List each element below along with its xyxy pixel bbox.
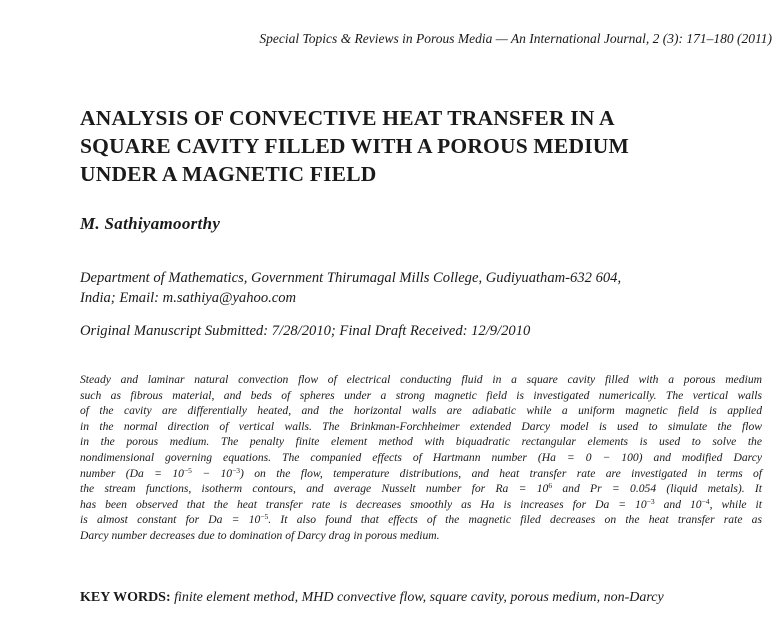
author-name: M. Sathiyamoorthy [80,214,221,233]
exponent: −3 [646,496,655,506]
abstract-line: in the porous medium. The penalty finite element method with biquadratic rectangular elements is used to solve the [80,435,762,449]
abstract-line: in the normal direction of vertical walls. The Brinkman-Forchheimer extended Darcy model is used to simulate the flow [80,419,762,433]
paper-title [80,104,760,188]
abstract-line: nondimensional governing equations. The companied effects of Hartmann number (Ha = 0 − 100) and modified Darcy [80,450,762,464]
exponent: −5 [183,465,192,475]
abstract-line: of the cavity are differentially heated, and the horizontal walls are adiabatic while a uniform magnetic field is applied [80,404,762,418]
exponent: −5 [260,512,269,522]
keywords [80,590,664,606]
journal-header: Special Topics & Reviews in Porous Media — An International Journal, 2 (3): 171–180 (2011) [259,31,772,46]
abstract-line: is almost constant for $Da = 10^{-5}$. It also found that effects of the magnetic filed decreases on the heat transfer rate as [80,512,762,527]
title-line: ANALYSIS OF CONVECTIVE HEAT TRANSFER IN A [80,106,615,130]
keywords-label: KEY WORDS: [80,590,171,605]
exponent: −3 [232,465,241,475]
exponent: −4 [701,496,710,506]
abstract-line: Steady and laminar natural convection flow of electrical conducting fluid in a square cavity filled with a porous medium [80,373,762,386]
affiliation [80,268,770,308]
affiliation-line: India; Email: m.sathiya@yahoo.com [80,290,297,306]
manuscript-dates: Original Manuscript Submitted: 7/28/2010; Final Draft Received: 12/9/2010 [80,323,531,339]
title-line: UNDER A MAGNETIC FIELD [80,162,377,186]
title-line: SQUARE CAVITY FILLED WITH A POROUS MEDIUM [80,134,629,158]
abstract-line: such as fibrous material, and beds of spheres under a strong magnetic field is investigated numerically. The vertical walls [80,388,762,402]
abstract-line: Darcy number decreases due to domination of Darcy drag in porous medium. [80,528,440,542]
abstract-line: the stream functions, isotherm contours, and average Nusselt number for $Ra = 10^6$ and Pr = 0.054 (liquid metals). It [80,481,763,496]
keywords-text: finite element method, MHD convective flow, square cavity, porous medium, non-Darcy [170,590,664,605]
affiliation-line: Department of Mathematics, Government Thirumagal Mills College, Gudiyuatham-632 604, [80,270,622,286]
abstract-line: has been observed that the heat transfer rate is decreases smoothly as Ha is increases for $Da = 10^{-3}$ and $10^{-4}$, while it [80,496,762,511]
abstract-line: number $(Da = 10^{-5} - 10^{-3})$ on the flow, temperature distributions, and heat transfer rate are investigated in terms of [80,465,762,480]
abstract [80,372,762,544]
exponent: 6 [548,481,553,491]
